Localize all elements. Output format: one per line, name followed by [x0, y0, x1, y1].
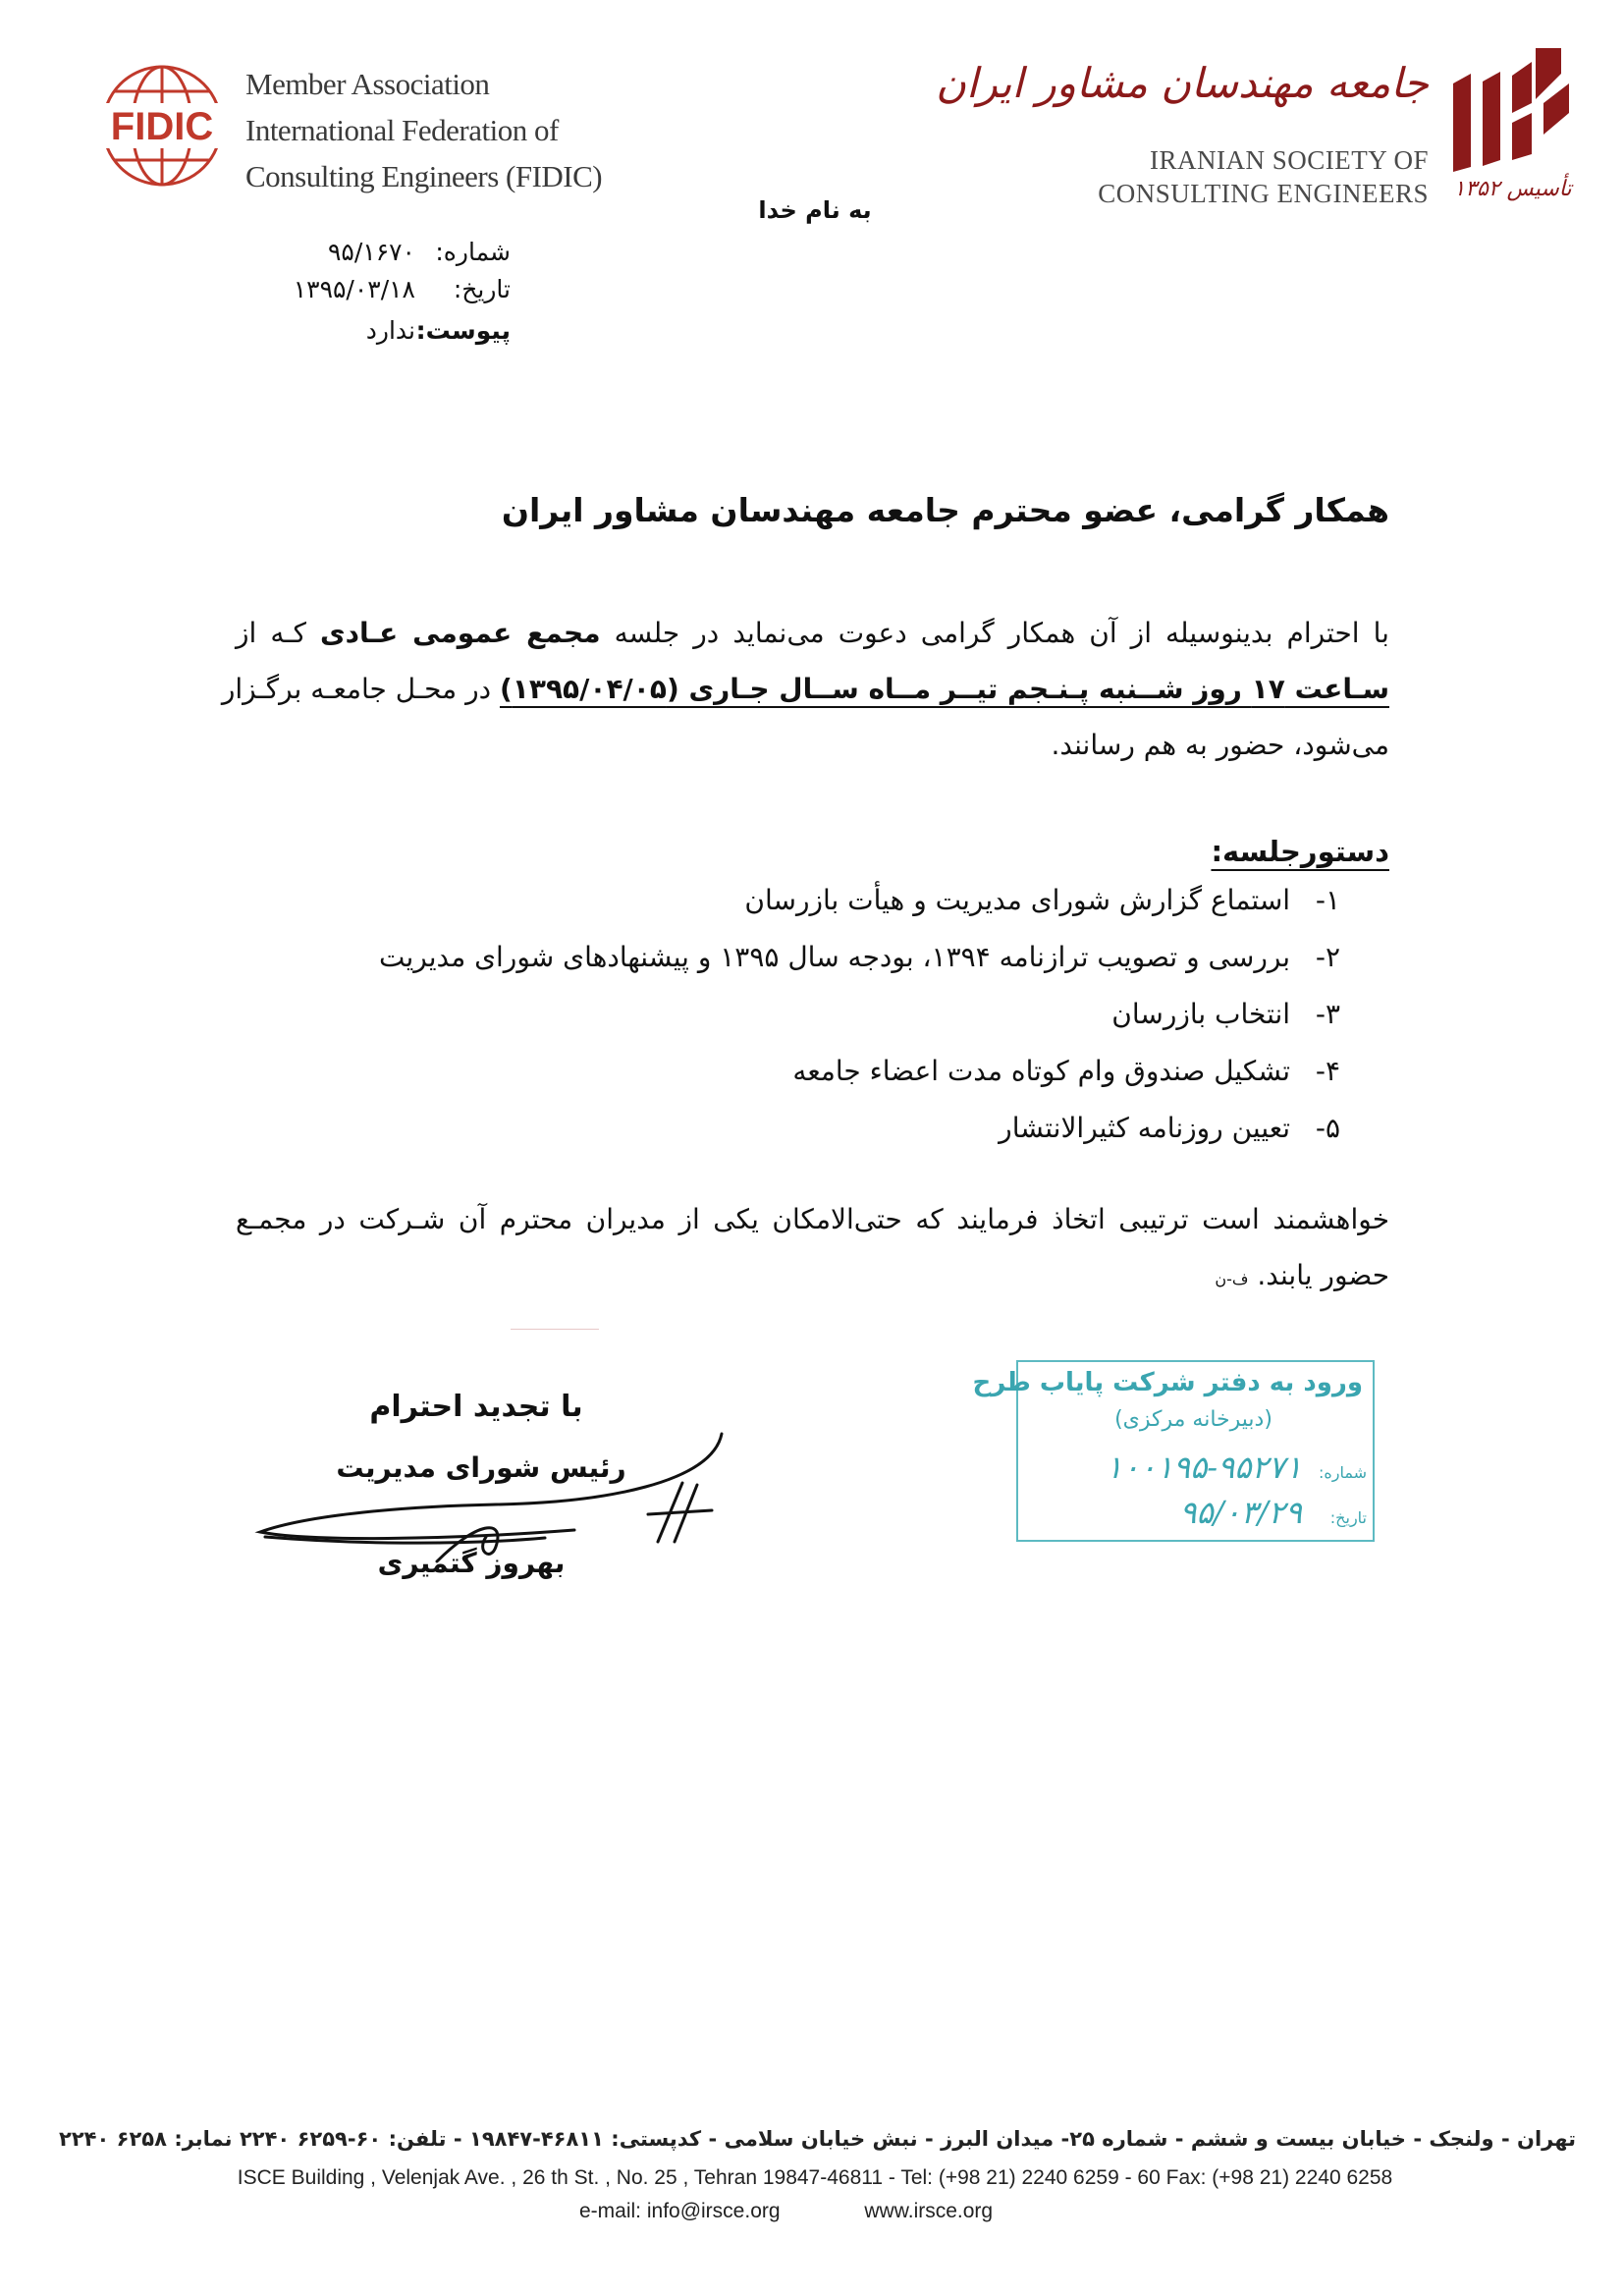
received-stamp	[972, 1360, 1375, 1542]
agenda-item	[236, 941, 1340, 973]
agenda-number: ۵-	[1315, 1112, 1340, 1144]
bismillah-heading: به نام خدا	[758, 196, 872, 224]
agenda-title: دستورجلسه:	[1211, 835, 1389, 868]
footer-website: www.irsce.org	[864, 2200, 994, 2222]
agenda-item	[236, 1055, 1340, 1087]
fidic-line: International Federation of	[245, 113, 559, 147]
agenda-text: انتخاب بازرسان	[1111, 998, 1291, 1030]
agenda-item	[236, 998, 1340, 1030]
para2-line1: خواهشمند است ترتیبی اتخاذ فرمایند که حتی‌الامکان یکی از مدیران محترم آن شـرکت در مجمـع	[236, 1203, 1389, 1235]
stamp-date-value: ۹۵/۰۳/۲۹	[1179, 1494, 1302, 1531]
ref-attachment-label: پیوست:	[415, 316, 511, 345]
ref-number-value: ۹۵/۱۶۷۰	[328, 238, 415, 266]
fidic-line: Member Association	[245, 67, 490, 101]
fidic-member-text	[245, 61, 602, 199]
para2-line2	[236, 1259, 1389, 1291]
isce-persian-name: جامعه مهندسان مشاور ایران	[936, 59, 1429, 107]
stamp-date-label: تاریخ:	[1329, 1508, 1367, 1527]
ref-date-label: تاریخ:	[453, 275, 511, 303]
stamp-number-label: شماره:	[1318, 1463, 1367, 1482]
stamp-subtitle: (دبیرخانه مرکزی)	[1114, 1407, 1272, 1432]
meeting-type: مجمع عمومی عـادی	[319, 617, 601, 649]
closing-regards: با تجدید احترام	[369, 1390, 583, 1424]
ref-date	[226, 275, 511, 303]
footer-english-address: ISCE Building , Velenjak Ave. , 26 th St. , No. 25 , Tehran 19847-46811 - Tel: (+98 21) 2240 6259 - 60 Fax: (+98 21) 2240 6258	[237, 2166, 1393, 2189]
isce-english-name	[1070, 143, 1429, 210]
isce-english-line: CONSULTING ENGINEERS	[1098, 179, 1429, 208]
agenda-text: بررسی و تصویب ترازنامه ۱۳۹۴، بودجه سال ۱۳۹۵ و پیشنهادهای شورای مدیریت	[378, 941, 1291, 973]
para1-line1	[236, 617, 1389, 649]
agenda-item	[236, 1112, 1340, 1144]
para1-line3: می‌شود، حضور به هم رسانند.	[1051, 729, 1389, 761]
para1-line2	[221, 673, 1389, 705]
ref-number-label: شماره:	[435, 238, 511, 266]
isce-logo	[1445, 44, 1573, 172]
typist-initials: ف-ن	[1215, 1270, 1249, 1288]
footer-persian-address: تهران - ولنجک - خیابان بیست و ششم - شماره ۲۵- میدان البرز - نبش خیابان سلامی - کدپستی: ۴۶۸۱۱-۱۹۸۴۷ - تلفن: ۶۰-۶۲۵۹ ۲۲۴۰ نمابر: ۶۲۵۸ ۲۲۴۰	[59, 2127, 1576, 2151]
signer-title: رئیس شورای مدیریت	[336, 1451, 626, 1484]
agenda-number: ۳-	[1315, 998, 1340, 1030]
para1-text: با احترام بدینوسیله از آن همکار گرامی دعوت می‌نماید در جلسه	[614, 617, 1389, 649]
agenda-text: تشکیل صندوق وام کوتاه مدت اعضاء جامعه	[792, 1055, 1291, 1087]
fidic-line: Consulting Engineers (FIDIC)	[245, 159, 603, 193]
agenda-text: تعیین روزنامه کثیرالانتشار	[999, 1112, 1291, 1144]
stamp-number-value: ۱۰۰۱۹۵-۹۵۲۷۱	[1106, 1449, 1302, 1486]
stamp-title: ورود به دفتر شرکت پایاب طرح	[972, 1368, 1363, 1397]
handwritten-signature	[250, 1424, 731, 1571]
ref-number	[226, 238, 511, 266]
addressee-heading: همکار گرامی، عضو محترم جامعه مهندسان مشاور ایران	[501, 491, 1389, 529]
stamp-date-row	[1024, 1494, 1367, 1531]
footer-email: e-mail: info@irsce.org	[579, 2200, 781, 2222]
ref-attachment	[226, 316, 511, 345]
signer-name: بهروز گتمیری	[377, 1547, 566, 1579]
meeting-datetime: سـاعت ۱۷ روز شــنبه پـنـجم تیــر مــاه ســال جـاری (۱۳۹۵/۰۴/۰۵)	[499, 673, 1389, 705]
agenda-number: ۴-	[1315, 1055, 1340, 1087]
established-label: تأسیس ۱۳۵۲	[1453, 177, 1572, 201]
para2-text: حضور یابند.	[1257, 1259, 1389, 1291]
agenda-text: استماع گزارش شورای مدیریت و هیأت بازرسان	[744, 884, 1291, 916]
isce-english-line: IRANIAN SOCIETY OF	[1150, 145, 1429, 175]
footer-contact	[550, 2200, 1139, 2223]
divider	[511, 1329, 599, 1330]
stamp-number-row	[1024, 1449, 1367, 1486]
agenda-number: ۱-	[1315, 884, 1340, 916]
para1-text: کـه از	[236, 617, 306, 649]
fidic-logo	[93, 57, 231, 194]
agenda-number: ۲-	[1315, 941, 1340, 973]
agenda-item	[236, 884, 1340, 916]
fidic-logo-text: FIDIC	[110, 105, 214, 148]
ref-date-value: ۱۳۹۵/۰۳/۱۸	[293, 275, 415, 303]
para1-text: در محـل جامعـه برگـزار	[221, 673, 492, 705]
ref-attachment-value: ندارد	[365, 316, 415, 345]
